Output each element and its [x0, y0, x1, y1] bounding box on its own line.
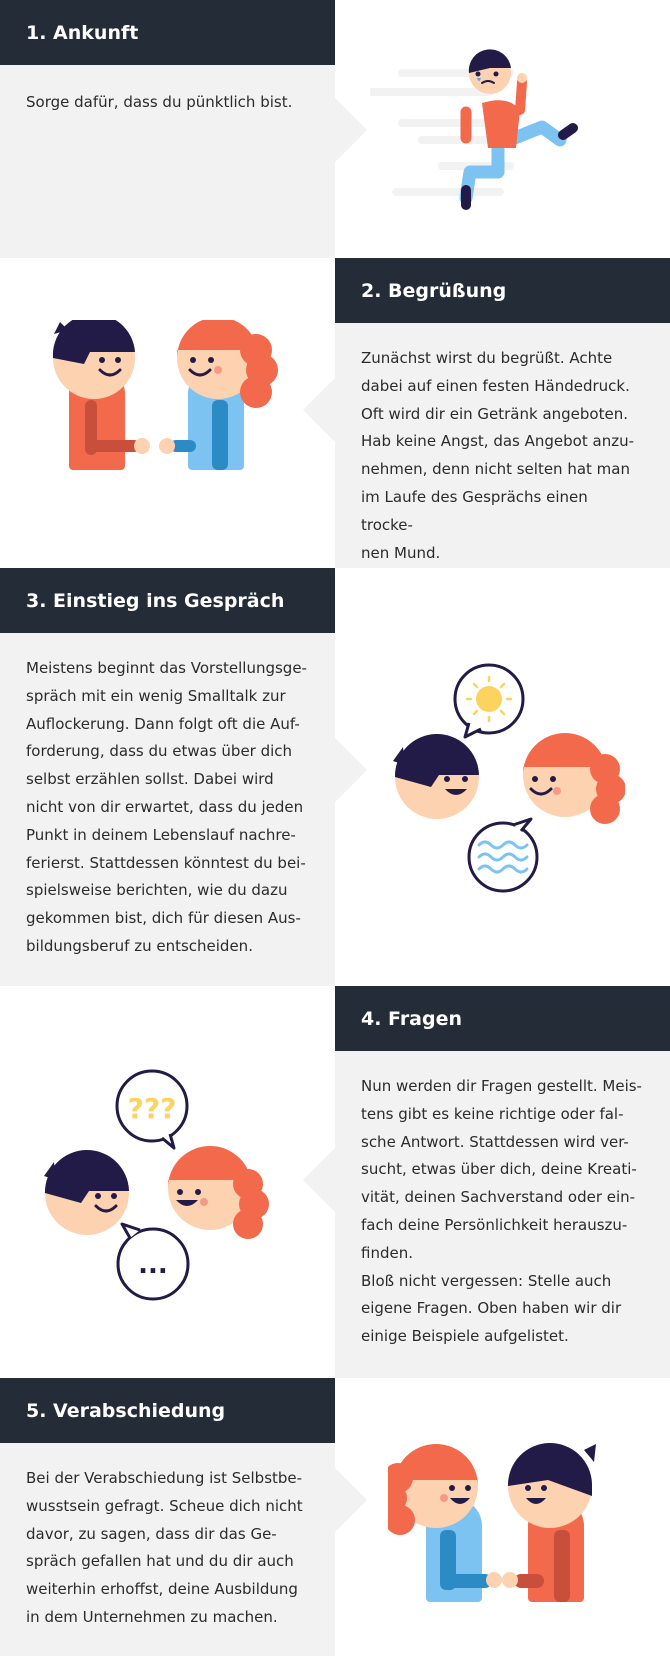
section-farewell	[0, 1378, 670, 1656]
arrival-title: 1. Ankunft	[0, 0, 335, 65]
question-people-icon	[42, 1068, 282, 1308]
farewell-pointer	[335, 1468, 367, 1532]
opening-text-panel	[0, 633, 335, 986]
section-arrival	[0, 0, 670, 258]
farewell-text-panel	[0, 1443, 335, 1656]
farewell-text: Bei der Verabschiedung ist Selbstbe- wusstsein gefragt. Scheue dich nicht davor, zu sagen, dass dir das Ge- spräch gefallen hat und du dir auch weiterhin erhoffst, deine Ausbildung in dem Unternehmen zu machen.	[26, 1469, 303, 1626]
greeting-text-panel	[335, 323, 670, 568]
greeting-title: 2. Begrüßung	[335, 258, 670, 323]
greeting-pointer	[303, 378, 335, 442]
section-greeting	[0, 258, 670, 568]
opening-text: Meistens beginnt das Vorstellungsge- spräch mit ein wenig Smalltalk zur Auflockerung. Dann folgt oft die Auf- forderung, dass du etwas über dich selbst erzählen sollst. Dabei wird nicht von dir erwartet, dass du jeden Punkt in deinem Lebenslauf nachre- ferierst. Stattdessen könntest du bei- spielsweise berichten, wie du dazu gekommen bist, dich für diesen Aus- bildungsberuf zu entscheiden.	[26, 659, 307, 955]
questions-pointer	[303, 1148, 335, 1212]
section-questions	[0, 986, 670, 1378]
running-person-icon	[370, 40, 620, 220]
arrival-text: Sorge dafür, dass du pünktlich bist.	[26, 93, 293, 111]
farewell-people-icon	[388, 1440, 628, 1620]
questions-title: 4. Fragen	[335, 986, 670, 1051]
section-opening	[0, 568, 670, 986]
opening-title: 3. Einstieg ins Gespräch	[0, 568, 335, 633]
questions-text: Nun werden dir Fragen gestellt. Meis- tens gibt es keine richtige oder fal- sche Antwort. Stattdessen wird ver- sucht, etwas über dich, deine Kreati- vität, deinen Sachverstand oder ein- fach deine Persönlichkeit herauszu- finden. Bloß nicht vergessen: Stelle auch eigene Fragen. Oben haben wir dir einige Beispiele aufgelistet.	[361, 1077, 642, 1346]
arrival-text-panel	[0, 65, 335, 258]
farewell-title: 5. Verabschiedung	[0, 1378, 335, 1443]
arrival-pointer	[335, 98, 367, 162]
ellipsis: ...	[138, 1250, 168, 1280]
greeting-text: Zunächst wirst du begrüßt. Achte dabei auf einen festen Händedruck. Oft wird dir ein Getränk angeboten. Hab keine Angst, das Angebot anzu- nehmen, denn nicht selten hat man im Laufe des Gesprächs einen trocke- nen Mund.	[361, 349, 634, 562]
question-marks: ???	[127, 1092, 177, 1125]
questions-text-panel	[335, 1051, 670, 1378]
greeting-people-icon	[40, 320, 290, 500]
smalltalk-people-icon	[385, 663, 625, 898]
opening-pointer	[335, 738, 367, 802]
